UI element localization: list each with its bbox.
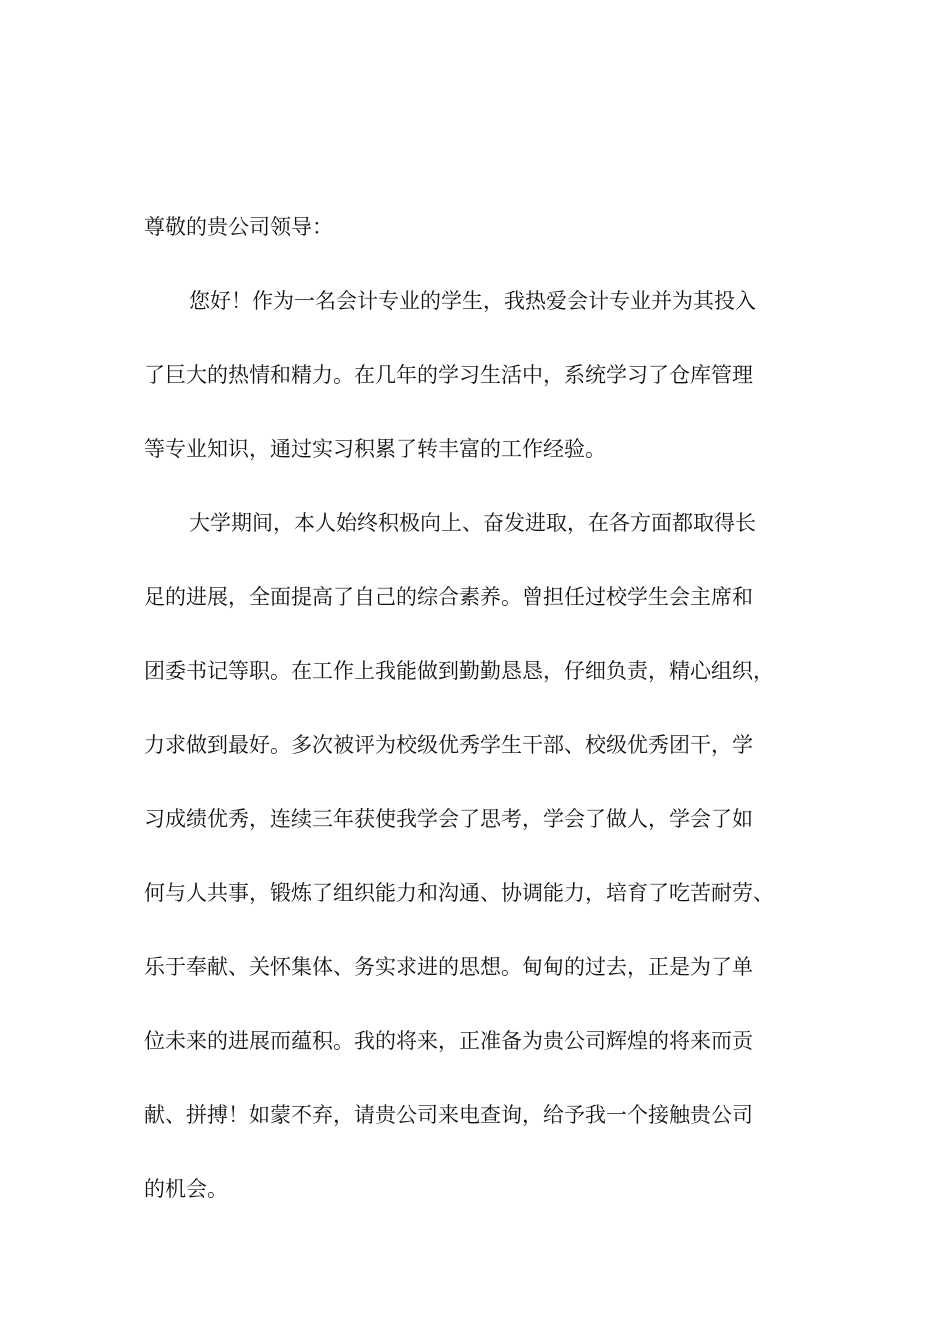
paragraph-2-line-9: 献、拼搏！如蒙不弃，请贵公司来电查询，给予我一个接触贵公司 [144,1103,753,1127]
paragraph-2-line-6: 何与人共事，锻炼了组织能力和沟通、协调能力，培育了吃苦耐劳、 [144,881,774,905]
paragraph-1-line-1: 您好！作为一名会计专业的学生，我热爱会计专业并为其投入 [189,289,756,313]
paragraph-2-line-8: 位未来的进展而蕴积。我的将来，正准备为贵公司辉煌的将来而贡 [144,1029,753,1053]
paragraph-1-line-2: 了巨大的热情和精力。在几年的学习生活中，系统学习了仓库管理 [144,363,753,387]
paragraph-2-line-7: 乐于奉献、关怀集体、务实求进的思想。甸甸的过去，正是为了单 [144,955,753,979]
salutation: 尊敬的贵公司领导： [144,215,333,239]
paragraph-1-line-3: 等专业知识，通过实习积累了转丰富的工作经验。 [144,437,606,461]
paragraph-2-line-10: 的机会。 [144,1177,228,1201]
paragraph-2-line-4: 力求做到最好。多次被评为校级优秀学生干部、校级优秀团干，学 [144,733,753,757]
paragraph-2-line-3: 团委书记等职。在工作上我能做到勤勤恳恳，仔细负责，精心组织， [144,659,774,683]
letter-body [144,212,824,1248]
paragraph-2-line-1: 大学期间，本人始终积极向上、奋发进取，在各方面都取得长 [189,511,756,535]
paragraph-2-line-2: 足的进展，全面提高了自己的综合素养。曾担任过校学生会主席和 [144,585,753,609]
paragraph-2-line-5: 习成绩优秀，连续三年获使我学会了思考，学会了做人，学会了如 [144,807,753,831]
